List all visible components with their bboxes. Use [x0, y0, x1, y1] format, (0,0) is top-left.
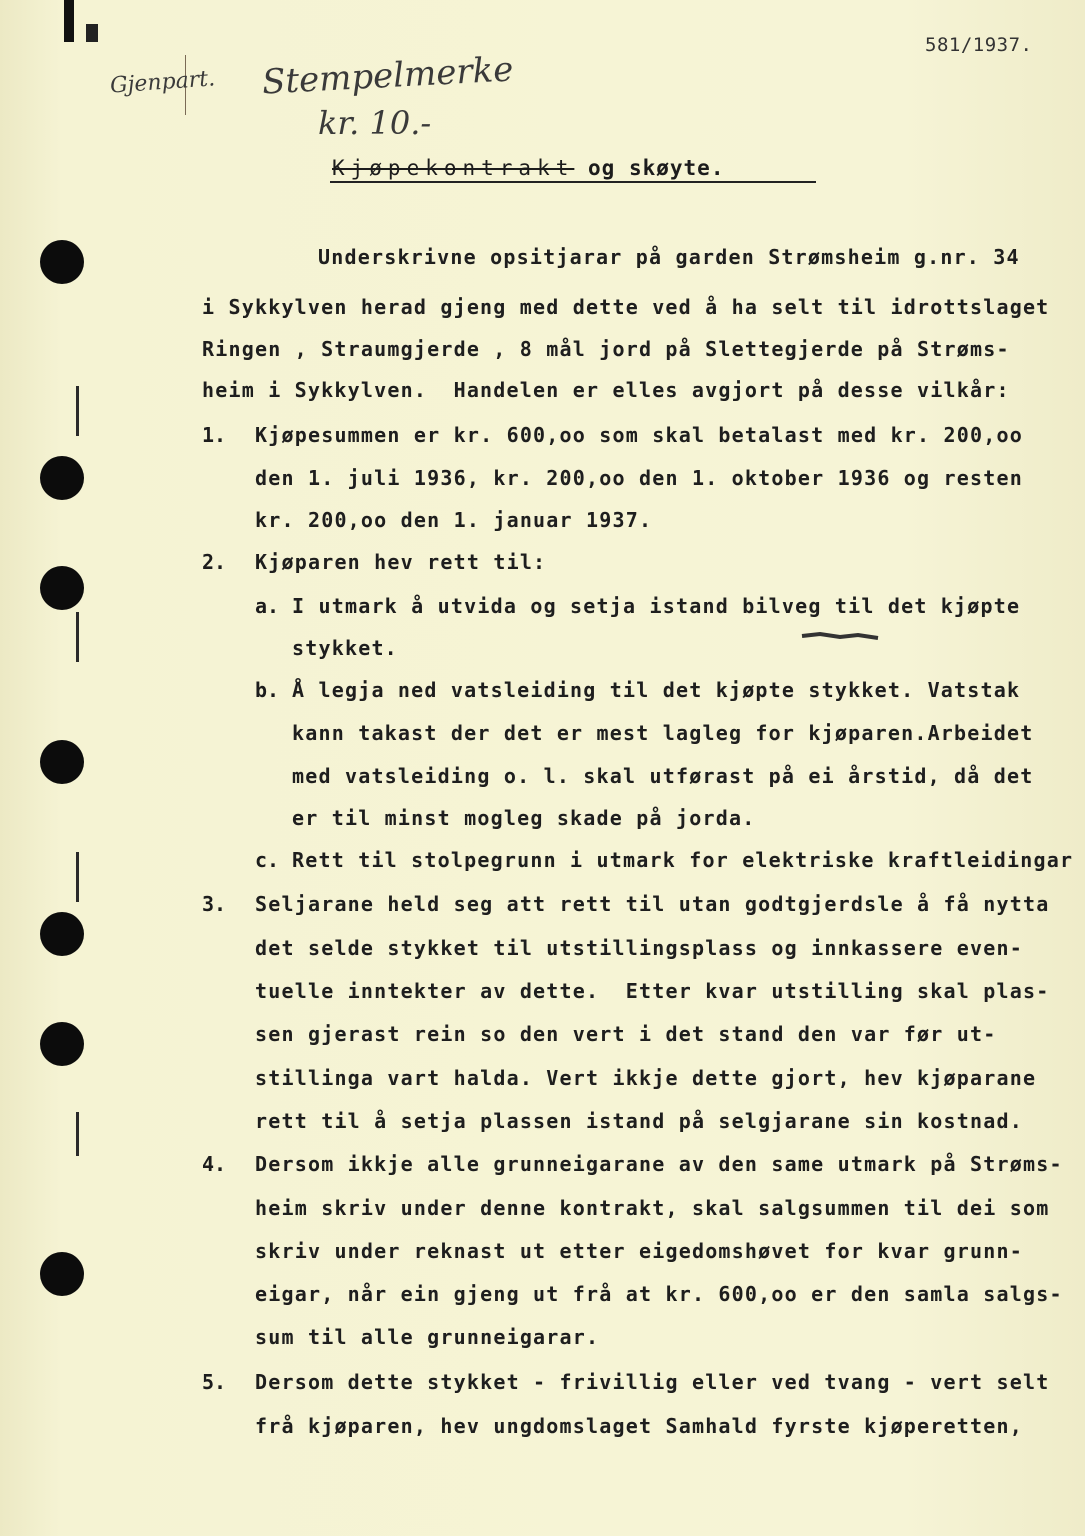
clause-line: sum til alle grunneigarar.	[255, 1325, 600, 1349]
intro-line: Underskrivne opsitjarar på garden Strømsheim g.nr. 34	[318, 245, 1020, 269]
clause-line: det selde stykket til utstillingsplass og innkassere even-	[255, 936, 1023, 960]
clause-line: sen gjerast rein so den vert i det stand den var før ut-	[255, 1022, 997, 1046]
title-text: og skøyte.	[588, 156, 725, 180]
punch-hole	[40, 566, 84, 610]
subclause-label: a.	[255, 594, 280, 618]
margin-tick	[76, 1112, 79, 1156]
clause-number: 4.	[202, 1152, 227, 1176]
handwritten-fee-note: kr. 10.-	[318, 104, 432, 142]
subclause-line: Å legja ned vatsleiding til det kjøpte stykket. Vatstak	[292, 678, 1021, 702]
clause-line: den 1. juli 1936, kr. 200,oo den 1. oktober 1936 og resten	[255, 466, 1023, 490]
clause-line: frå kjøparen, hev ungdomslaget Samhald fyrste kjøperetten,	[255, 1414, 1023, 1438]
subclause-line: stykket.	[292, 636, 398, 660]
clause-number: 2.	[202, 550, 227, 574]
margin-tick	[76, 852, 79, 902]
punch-hole	[40, 456, 84, 500]
punch-hole	[40, 912, 84, 956]
clause-line: rett til å setja plassen istand på selgjarane sin kostnad.	[255, 1109, 1023, 1133]
handwritten-stamp-note: Stempelmerke	[261, 49, 515, 103]
clause-line: eigar, når ein gjeng ut frå at kr. 600,oo er den samla salgs-	[255, 1282, 1063, 1306]
title-underline	[330, 181, 816, 183]
pen-doodle	[800, 628, 880, 646]
title-struck-text: Kjøpekontrakt	[332, 156, 575, 180]
clause-number: 1.	[202, 423, 227, 447]
punch-hole	[40, 240, 84, 284]
document-title	[332, 156, 724, 180]
clause-line: skriv under reknast ut etter eigedomshøvet for kvar grunn-	[255, 1239, 1023, 1263]
scan-edge-mark	[86, 24, 98, 42]
scan-edge-mark	[64, 0, 74, 42]
subclause-line: med vatsleiding o. l. skal utførast på ei årstid, då det	[292, 764, 1034, 788]
subclause-line: I utmark å utvida og setja istand bilveg til det kjøpte	[292, 594, 1021, 618]
clause-number: 5.	[202, 1370, 227, 1394]
margin-tick	[76, 612, 79, 662]
clause-line: Seljarane held seg att rett til utan godtgjerdsle å få nytta	[255, 892, 1050, 916]
punch-hole	[40, 740, 84, 784]
handwritten-copy-note: Gjenpart.	[109, 66, 216, 99]
clause-line: Kjøpesummen er kr. 600,oo som skal betalast med kr. 200,oo	[255, 423, 1023, 447]
intro-line: i Sykkylven herad gjeng med dette ved å ha selt til idrottslaget	[202, 295, 1050, 319]
intro-line: heim i Sykkylven. Handelen er elles avgjort på desse vilkår:	[202, 378, 1010, 402]
clause-number: 3.	[202, 892, 227, 916]
reference-number: 581/1937.	[925, 34, 1033, 56]
subclause-label: b.	[255, 678, 280, 702]
subclause-label: c.	[255, 848, 280, 872]
clause-line: Dersom ikkje alle grunneigarane av den same utmark på Strøms-	[255, 1152, 1063, 1176]
subclause-line: kann takast der det er mest lagleg for kjøparen.Arbeidet	[292, 721, 1034, 745]
clause-line: Kjøparen hev rett til:	[255, 550, 547, 574]
clause-line: tuelle inntekter av dette. Etter kvar utstilling skal plas-	[255, 979, 1050, 1003]
clause-line: Dersom dette stykket - frivillig eller ved tvang - vert selt	[255, 1370, 1050, 1394]
punch-hole	[40, 1022, 84, 1066]
clause-line: kr. 200,oo den 1. januar 1937.	[255, 508, 653, 532]
subclause-line: Rett til stolpegrunn i utmark for elektriske kraftleidingar	[292, 848, 1074, 872]
intro-line: Ringen , Straumgjerde , 8 mål jord på Slettegjerde på Strøms-	[202, 337, 1010, 361]
subclause-line: er til minst mogleg skade på jorda.	[292, 806, 756, 830]
clause-line: heim skriv under denne kontrakt, skal salgsummen til dei som	[255, 1196, 1050, 1220]
punch-hole	[40, 1252, 84, 1296]
clause-line: stillinga vart halda. Vert ikkje dette gjort, hev kjøparane	[255, 1066, 1037, 1090]
margin-tick	[76, 386, 79, 436]
